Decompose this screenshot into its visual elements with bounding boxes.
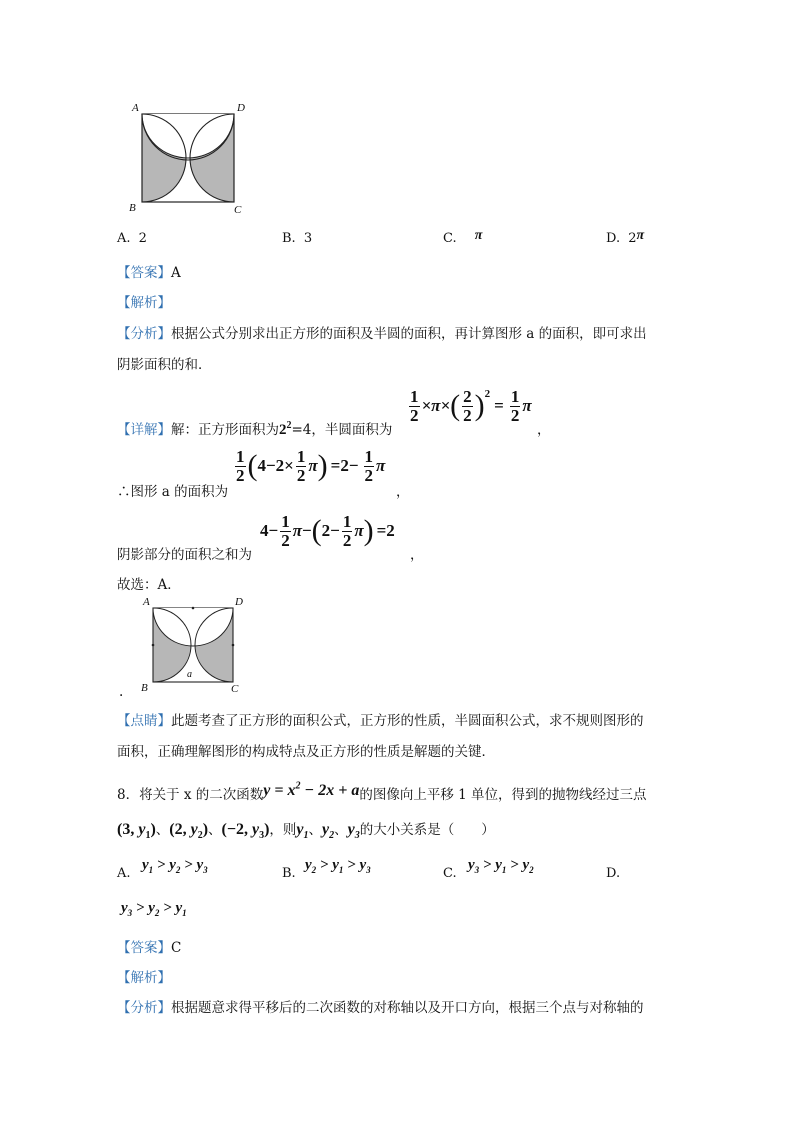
q8-stem-line-1 <box>117 780 647 804</box>
figure-dot: . <box>119 684 124 700</box>
fig2-label-C: C <box>231 683 239 695</box>
q8-option-a-expr: $y_1 > y_2 > y_3$ <box>142 857 208 875</box>
dianjing-line-1 <box>117 709 644 729</box>
q8-option-a <box>117 866 131 881</box>
figure-1-svg <box>126 100 252 220</box>
detail-comma-1: ， <box>537 422 551 438</box>
fig2-label-D: D <box>235 596 243 608</box>
answer-tag: 【答案】 <box>117 265 171 281</box>
fenxi-line-2: 阴影面积的和． <box>117 357 212 373</box>
fig2-label-A: A <box>143 596 150 608</box>
q8-stem-part-3: ，则 <box>269 822 297 838</box>
detail-comma-2: ， <box>396 484 410 500</box>
q8-option-a-label: A. <box>117 866 131 881</box>
expr-shaded-sum: 4− $\frac{1}{2}$ π − ( 2− $\frac{1}{2}$ π ) =2 <box>260 512 395 550</box>
option-a-label: A. <box>117 231 131 246</box>
point-1: (3, $y_1$) <box>117 821 156 842</box>
q8-option-c <box>443 866 457 881</box>
sep-1: 、 <box>155 822 170 838</box>
dianjing-text-1: 此题考查了正方形的面积公式，正方形的性质，半圆面积公式，求不规则图形的 <box>171 713 644 729</box>
option-b-value: 3 <box>303 231 313 246</box>
fenxi-tag: 【分析】 <box>117 326 171 342</box>
var-y2: $y_2$ <box>322 821 335 842</box>
q8-answer-line <box>117 936 181 956</box>
option-a <box>117 231 147 246</box>
expr-2-squared: $2^2$ <box>279 420 292 438</box>
label-B: B <box>129 202 136 214</box>
q8-answer-tag: 【答案】 <box>117 940 171 956</box>
option-c <box>443 228 483 247</box>
point-2: (2, $y_2$) <box>169 821 209 842</box>
conclusion: 故选：A． <box>117 577 181 593</box>
detail-text-1: 解：正方形面积为 <box>171 422 279 438</box>
option-d-value-num: 2 <box>628 231 637 246</box>
detail-comma-3: ， <box>410 547 424 563</box>
option-d <box>606 228 645 247</box>
answer-value: A <box>171 265 181 281</box>
sep-2: 、 <box>208 822 222 838</box>
option-a-value: 2 <box>138 231 147 246</box>
semicircle-arc-right <box>142 100 234 114</box>
detail-tag: 【详解】 <box>117 422 171 438</box>
q8-analysis-tag: 【解析】 <box>117 970 171 986</box>
q8-answer-value: C <box>171 940 182 956</box>
q8-option-b <box>282 866 296 881</box>
sep-3: 、 <box>308 822 323 838</box>
analysis-tag: 【解析】 <box>117 295 171 311</box>
q8-stem-part-4: 的大小关系是（ ） <box>359 822 495 838</box>
detail-line-2: ∴图形 a 的面积为 <box>117 484 229 500</box>
q8-option-d <box>606 866 620 881</box>
q8-option-d-label: D. <box>606 866 621 881</box>
fenxi-line-1 <box>117 322 647 342</box>
q8-stem-line-2 <box>117 818 495 841</box>
answer-line <box>117 261 181 281</box>
option-c-value: π <box>474 228 483 243</box>
option-c-label: C. <box>443 231 457 246</box>
fenxi-text-1: 根据公式分别求出正方形的面积及半圆的面积，再计算图形 a 的面积，即可求出 <box>171 326 647 342</box>
option-b <box>282 231 312 246</box>
q8-option-c-label: C. <box>443 866 457 881</box>
q8-stem-part-1: 8．将关于 x 的二次函数 <box>117 787 264 803</box>
option-d-value-pi: π <box>636 228 645 243</box>
q8-option-b-label: B. <box>282 866 296 881</box>
detail-line-1 <box>117 418 392 439</box>
figure-square-semicircles <box>126 100 252 220</box>
q8-fenxi-line-1 <box>117 996 644 1016</box>
fig2-label-a: a <box>187 669 192 680</box>
var-y1: $y_1$ <box>296 821 309 842</box>
q8-option-b-expr: $y_2 > y_1 > y_3$ <box>305 857 371 875</box>
expr-semicircle-area: $\frac{1}{2}$ ×π× ( $\frac{2}{2}$ ) $^2$ = $\frac{1}{2}$ π <box>410 387 532 425</box>
expr-figure-a-area: $\frac{1}{2}$ ( 4−2× $\frac{1}{2}$ π ) =2− $\frac{1}{2}$ π <box>236 447 386 485</box>
point-3: (−2, $y_3$) <box>221 821 270 842</box>
q8-fenxi-tag: 【分析】 <box>117 1000 171 1016</box>
q8-stem-part-2: 的图像向上平移 1 单位，得到的抛物线经过三点 <box>359 787 647 803</box>
dianjing-tag: 【点睛】 <box>117 713 171 729</box>
sep-4: 、 <box>334 822 348 838</box>
figure-square-semicircles-labeled <box>139 596 249 696</box>
q8-option-c-expr: $y_3 > y_1 > y_2$ <box>468 857 534 875</box>
dianjing-line-2: 面积，正确理解图形的构成特点及正方形的性质是解题的关键． <box>117 744 495 760</box>
label-A: A <box>132 102 139 114</box>
detail-line-3: 阴影部分的面积之和为 <box>117 547 252 563</box>
label-D: D <box>237 102 245 114</box>
fig2-label-B: B <box>141 682 148 694</box>
option-d-label: D. <box>606 231 621 246</box>
detail-value-1: =4，半圆面积为 <box>291 422 393 438</box>
option-b-label: B. <box>282 231 296 246</box>
label-C: C <box>234 204 242 216</box>
var-y3: $y_3$ <box>347 821 360 842</box>
q8-option-d-expr: $y_3 > y_2 > y_1$ <box>121 900 187 918</box>
q8-function-expr: $y = x^2 - 2x + a$ <box>263 780 360 799</box>
q8-fenxi-text-1: 根据题意求得平移后的二次函数的对称轴以及开口方向，根据三个点与对称轴的 <box>171 1000 644 1016</box>
figure-2-svg <box>139 596 249 696</box>
